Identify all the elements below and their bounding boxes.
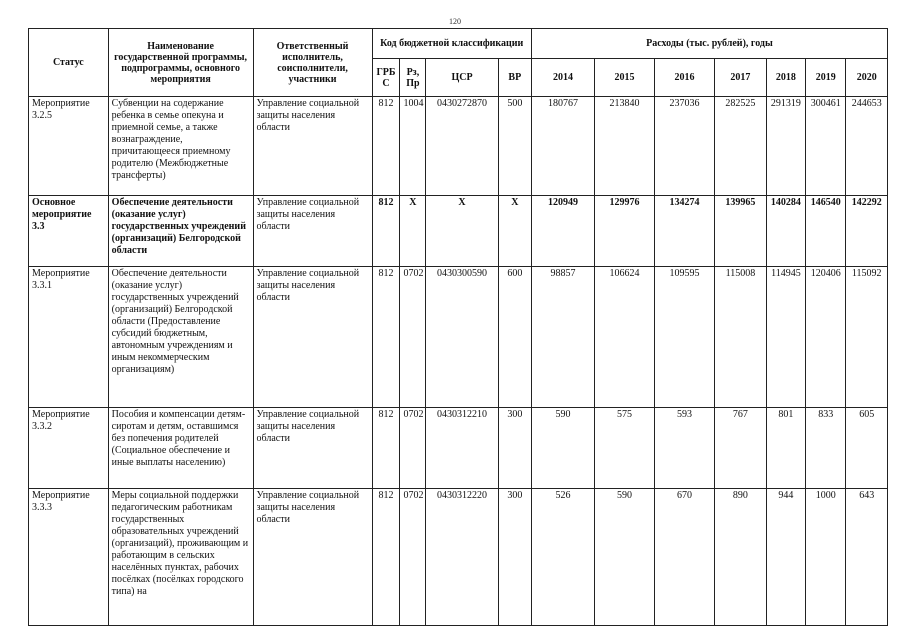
cell-vr: 500 xyxy=(498,97,531,196)
cell-value-2018: 291319 xyxy=(766,97,805,196)
cell-rzpr: 0702 xyxy=(400,489,426,626)
cell-responsible: Управление социальной защиты населения области xyxy=(253,489,372,626)
cell-value-2016: 109595 xyxy=(655,267,715,408)
cell-vr: 600 xyxy=(498,267,531,408)
cell-value-2015: 213840 xyxy=(595,97,655,196)
cell-value-2014: 526 xyxy=(531,489,594,626)
cell-vr: 300 xyxy=(498,408,531,489)
cell-rzpr: 1004 xyxy=(400,97,426,196)
table-row xyxy=(29,97,888,196)
header-vr: ВР xyxy=(498,59,531,97)
cell-value-2016: 134274 xyxy=(655,196,715,267)
cell-name: Субвенции на содержание ребенка в семье опекуна и приемной семье, а также вознаграждение, причитающееся приемному родителю (Межбюджетные трансферты) xyxy=(108,97,253,196)
page-number: 120 xyxy=(449,17,461,26)
header-year: 2020 xyxy=(846,59,888,97)
cell-responsible: Управление социальной защиты населения области xyxy=(253,97,372,196)
table-row xyxy=(29,408,888,489)
cell-rzpr: X xyxy=(400,196,426,267)
cell-value-2017: 890 xyxy=(715,489,767,626)
cell-value-2015: 129976 xyxy=(595,196,655,267)
cell-value-2019: 1000 xyxy=(806,489,846,626)
cell-csr: 0430312220 xyxy=(426,489,498,626)
cell-value-2015: 575 xyxy=(595,408,655,489)
cell-value-2019: 833 xyxy=(806,408,846,489)
header-year: 2014 xyxy=(531,59,594,97)
cell-csr: 0430272870 xyxy=(426,97,498,196)
header-year: 2018 xyxy=(766,59,805,97)
cell-status: Основное мероприятие 3.3 xyxy=(29,196,109,267)
header-year: 2016 xyxy=(655,59,715,97)
cell-value-2016: 237036 xyxy=(655,97,715,196)
cell-csr: 0430312210 xyxy=(426,408,498,489)
header-budget-code: Код бюджетной классификации xyxy=(372,29,531,59)
cell-value-2018: 944 xyxy=(766,489,805,626)
budget-table xyxy=(28,28,888,626)
cell-value-2020: 643 xyxy=(846,489,888,626)
cell-rzpr: 0702 xyxy=(400,408,426,489)
header-csr: ЦСР xyxy=(426,59,498,97)
cell-csr: X xyxy=(426,196,498,267)
cell-value-2017: 139965 xyxy=(715,196,767,267)
cell-status: Мероприятие 3.3.2 xyxy=(29,408,109,489)
header-program-name: Наименование государственной программы, подпрограммы, основного мероприятия xyxy=(108,29,253,97)
cell-responsible: Управление социальной защиты населения области xyxy=(253,408,372,489)
cell-value-2018: 140284 xyxy=(766,196,805,267)
cell-value-2018: 114945 xyxy=(766,267,805,408)
cell-vr: X xyxy=(498,196,531,267)
cell-value-2020: 142292 xyxy=(846,196,888,267)
cell-value-2017: 767 xyxy=(715,408,767,489)
table-row xyxy=(29,196,888,267)
cell-grbs: 812 xyxy=(372,196,400,267)
cell-grbs: 812 xyxy=(372,267,400,408)
cell-value-2015: 590 xyxy=(595,489,655,626)
cell-name: Обеспечение деятельности (оказание услуг) государственных учреждений (организаций) Белгородской области xyxy=(108,196,253,267)
cell-value-2019: 300461 xyxy=(806,97,846,196)
cell-value-2017: 282525 xyxy=(715,97,767,196)
cell-grbs: 812 xyxy=(372,97,400,196)
cell-grbs: 812 xyxy=(372,489,400,626)
cell-value-2016: 593 xyxy=(655,408,715,489)
cell-value-2018: 801 xyxy=(766,408,805,489)
cell-grbs: 812 xyxy=(372,408,400,489)
cell-value-2014: 98857 xyxy=(531,267,594,408)
cell-value-2020: 605 xyxy=(846,408,888,489)
cell-value-2015: 106624 xyxy=(595,267,655,408)
cell-value-2014: 120949 xyxy=(531,196,594,267)
cell-status: Мероприятие 3.3.1 xyxy=(29,267,109,408)
cell-name: Обеспечение деятельности (оказание услуг) государственных учреждений (организаций) Белгородской области (Предоставление субсидий бюджетным, автономным учреждениям и иным некоммерческим организациям) xyxy=(108,267,253,408)
cell-value-2017: 115008 xyxy=(715,267,767,408)
header-status: Статус xyxy=(29,29,109,97)
header-year: 2019 xyxy=(806,59,846,97)
header-year: 2017 xyxy=(715,59,767,97)
cell-status: Мероприятие 3.3.3 xyxy=(29,489,109,626)
cell-name: Пособия и компенсации детям-сиротам и детям, оставшимся без попечения родителей (Социальное обеспечение и иные выплаты населению) xyxy=(108,408,253,489)
cell-vr: 300 xyxy=(498,489,531,626)
cell-rzpr: 0702 xyxy=(400,267,426,408)
header-expenses: Расходы (тыс. рублей), годы xyxy=(531,29,887,59)
table-row xyxy=(29,489,888,626)
cell-value-2020: 244653 xyxy=(846,97,888,196)
cell-status: Мероприятие 3.2.5 xyxy=(29,97,109,196)
table-header xyxy=(29,29,888,97)
table-row xyxy=(29,267,888,408)
cell-responsible: Управление социальной защиты населения области xyxy=(253,267,372,408)
cell-name: Меры социальной поддержки педагогическим работникам государственных образовательных учреждений (организаций), проживающим и работающим в сельских населённых пунктах, рабочих посёлках (посёлках городского типа) на xyxy=(108,489,253,626)
header-grbs: ГРБ С xyxy=(372,59,400,97)
cell-value-2014: 590 xyxy=(531,408,594,489)
header-rzpr: Рз, Пр xyxy=(400,59,426,97)
cell-value-2019: 146540 xyxy=(806,196,846,267)
header-responsible: Ответственный исполнитель, соисполнители, участники xyxy=(253,29,372,97)
cell-responsible: Управление социальной защиты населения области xyxy=(253,196,372,267)
cell-value-2020: 115092 xyxy=(846,267,888,408)
cell-value-2016: 670 xyxy=(655,489,715,626)
cell-value-2014: 180767 xyxy=(531,97,594,196)
cell-value-2019: 120406 xyxy=(806,267,846,408)
cell-csr: 0430300590 xyxy=(426,267,498,408)
header-year: 2015 xyxy=(595,59,655,97)
